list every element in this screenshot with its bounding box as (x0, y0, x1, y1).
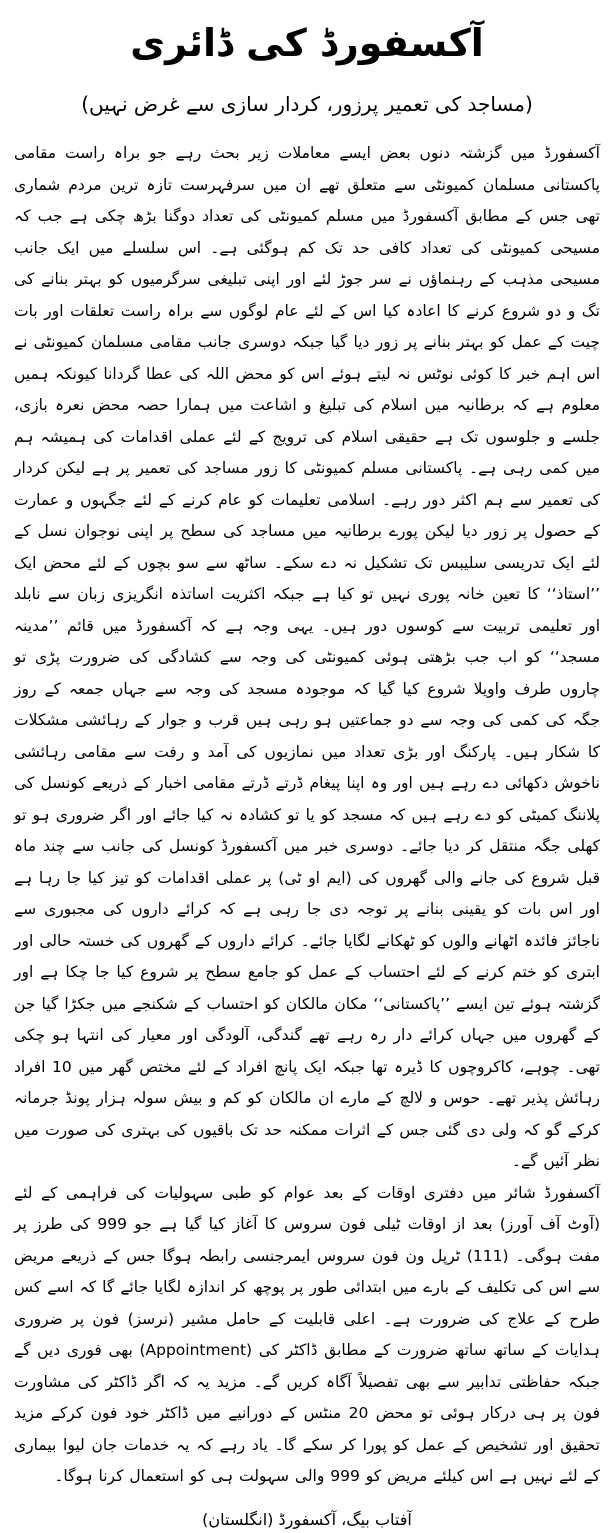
author-signature: آفتاب بیگ، آکسفورڈ (انگلستان) (202, 1509, 412, 1529)
column-title: آکسفورڈ کی ڈائری (130, 21, 484, 65)
article-paragraph-2: آکسفورڈ شائر میں دفتری اوقات کے بعد عوام کو طبی سہولیات کی فراہمی کے لئے (آوٹ آف آورز) بعد از اوقات ٹیلی فون سروس کا آغاز کیا گیا ہے جو 999 کی طرز پر مفت ہوگی۔ (111) ٹرپل ون فون سروس ایمرجنسی رابطہ ہوگا جس کے ذریعے مریض سے اس کی تکلیف کے بارے میں ابتدائی طور پر پوچھ کر اندازہ لگایا جائے گا کہ اسے کس طرح کے علاج کی ضرورت ہے۔ اعلی قابلیت کے حامل مشیر (نرسز) فون پر ضروری ہدایات کے ساتھ ساتھ ضرورت کے مطابق ڈاکٹر کی (Appointment) بھی فوری دیں گے جبکہ حفاظتی تدابیر سے بھی تفصیلاً آگاہ کریں گے۔ مزید یہ کہ اگر ڈاکٹر کی مشاورت فون پر ہی درکار ہوئی تو محض 20 منٹس کے دورانیے میں ڈاکٹر خود فون کرکے مزید تحقیق اور تشخیص کے عمل کو پورا کر سکے گا۔ یاد رہے کہ یہ خدمات جان لیوا بیماری کے لئے نہیں ہے اس کیلئے مریض کو 999 والی سہولت ہی کو استعمال کرنا ہوگا۔ (14, 1183, 601, 1485)
article-paragraph-1: آکسفورڈ میں گزشتہ دنوں بعض ایسے معاملات زیر بحث رہے جو براہ راست مقامی پاکستانی مسلمان کمیونٹی سے متعلق تھے ان میں سرفہرست تازہ ترین مردم شماری تھی جس کے مطابق آکسفورڈ میں مسلم کمیونٹی کی تعداد دوگنا بڑھ چکی ہے جب کہ مسیحی کمیونٹی کی تعداد کافی حد تک کم ہوگئی ہے۔ اس سلسلے میں ایک جانب مسیحی مذہب کے رہنماؤں نے سر جوڑ لئے اور اپنی تبلیغی سرگرمیوں کو بہتر بنانے کی تگ و دو شروع کرنے کا اعادہ کیا اس کے لئے عام لوگوں سے براہ راست تعلقات اور بات چیت کے عمل کو بہتر بنانے پر زور دیا گیا جبکہ دوسری جانب مقامی مسلمان کمیونٹی نے اس اہم خبر کا کوئی نوٹس نہ لیتے ہوئے اس کو محض اللہ کی عطا گردانا کیونکہ ہمیں معلوم ہے کہ برطانیہ میں اسلام کی تبلیغ و اشاعت میں ہمارا حصہ محض نعرہ بازی، جلسے و جلوسوں تک ہے حقیقی اسلام کی ترویج کے لئے عملی اقدامات کی ہمیشہ ہم میں کمی رہی ہے۔ پاکستانی مسلم کمیونٹی کا زور مساجد کی تعمیر پر ہے لیکن کردار کی تعمیر سے ہم اکثر دور رہے۔ اسلامی تعلیمات کو عام کرنے کے لئے جگہوں و عمارت کے حصول پر زور دیا لیکن پورے برطانیہ میں مساجد کی سطح پر اپنی نوجوان نسل کے لئے ایک تدریسی سلیبس تک تشکیل نہ دے سکے۔ ساٹھ سے سو بچوں کے لئے محض ایک ’’استاذ‘‘ کا تعین خانہ پوری نہیں تو کیا ہے جبکہ اکثریت اساتذہ انگریزی زبان سے نابلد اور تعلیمی تربیت سے کوسوں دور ہیں۔ یہی وجہ ہے کہ آکسفورڈ میں قائم ’’مدینہ مسجد‘‘ کو اب جب بڑھتی ہوئی کمیونٹی کی وجہ سے کشادگی کی ضرورت پڑی تو چاروں طرف واویلا شروع کیا گیا کہ موجودہ مسجد کی وجہ سے جہاں جمعہ کے روز جگہ کی کمی کی وجہ سے دو جماعتیں ہو رہی ہیں قرب و جوار کے رہائشی مشکلات کا شکار ہیں۔ پارکنگ اور بڑی تعداد میں نمازیوں کی آمد و رفت سے مقامی رہائشی ناخوش دکھائی دے رہے ہیں اور وہ اپنا پیغام ڈرتے ڈرتے مقامی اخبار کے ذریعے کونسل کی پلاننگ کمیٹی کو دے رہے ہیں کہ مسجد کو یا تو کشادہ نہ کیا جائے اور اگر ضروری ہو تو کھلی جگہ منتقل کر دیا جائے۔ دوسری خبر میں آکسفورڈ کونسل کی جانب سے چند ماہ قبل شروع کی جانے والی گھروں کی (ایم او ٹی) پر عملی اقدامات کو تیز کیا جا رہا ہے اور اس بات کو یقینی بنانے پر توجہ دی جا رہی ہے کہ کرائے داروں کی مجبوری سے ناجائز فائدہ اٹھانے والوں کو ٹھکانے لگایا جائے۔ کرائے داروں کے گھروں کی خستہ حالی اور ابتری کو ختم کرنے کے لئے احتساب کے عمل کو جامع سطح پر شروع کیا جا چکا ہے اور گزشتہ ہوئے تین ایسے ’’پاکستانی‘‘ مکان مالکان کو احتساب کے شکنجے میں جکڑا گیا جن کے گھروں میں جہاں کرائے دار رہ رہے تھے گندگی، آلودگی اور معیار کی انتہا ہو چکی تھی۔ چوہے، کاکروچوں کا ڈیرہ تھا جبکہ ایک پانچ افراد کے لئے مختص گھر میں 10 افراد رہائش پذیر تھے۔ حوس و لالچ کے مارے ان مالکان کو کم و بیش سولہ ہزار پونڈ جرمانہ کرکے گو کہ ولی دی گئی جس کے اثرات ممکنہ حد تک باقیوں کی بہتری کی صورت میں نظر آئیں گے۔ (14, 144, 601, 1170)
column-subtitle: (مساجد کی تعمیر پرزور، کردار سازی سے غرض نہیں) (81, 92, 533, 116)
